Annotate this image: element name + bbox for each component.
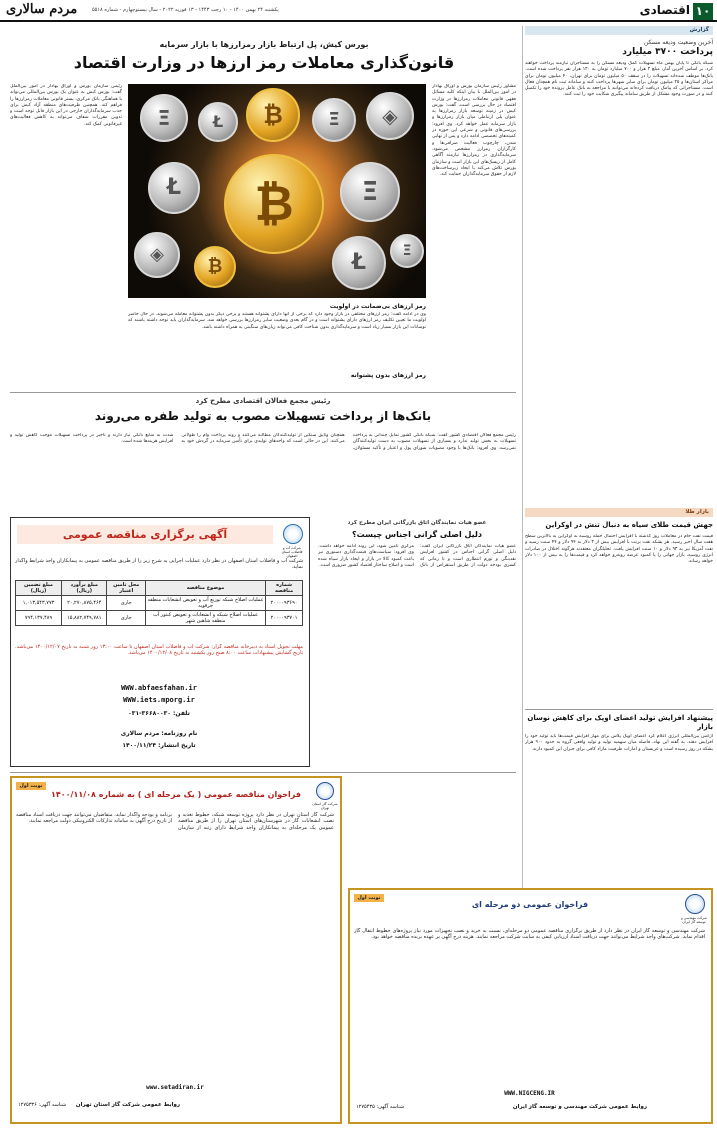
- tender-table: [15, 580, 303, 626]
- nigc-footer: روابط عمومی شرکت مهندسی و توسعه گاز ایران: [512, 1104, 648, 1110]
- nigceng-website-link[interactable]: WWW.NIGCENG.IR: [504, 1090, 555, 1097]
- column-header: شماره مناقصه: [266, 581, 303, 596]
- column-header: محل تامین اعتبار: [107, 581, 146, 596]
- page-header: [0, 0, 717, 22]
- table-cell: ۲۰۰۰۰۹۳۷۰۱: [266, 611, 303, 626]
- table-header-row: [16, 581, 303, 596]
- water-company-logo: [283, 524, 303, 544]
- tender-ad-terms: مهلت تحویل اسناد به دبیرخانه مناقصه گزار: شرکت آب و فاضلاب استان اصفهان تا ساعت ۱۳:۰۰ روز شنبه به تاریخ ۱۴۰۰/۱۲/۰۷ می‌باشد. تاریخ گشایش پیشنهادات ساعت ۸:۰۰ صبح روز یکشنبه به تاریخ ۱۴۰۰/۱۲/۰۸ می‌باشد.: [15, 644, 303, 657]
- tehran-gas-footer: روابط عمومی شرکت گاز استان تهران: [75, 1102, 181, 1108]
- table-cell: ۲۰,۲۷۰,۸۷۵,۴۶۴: [62, 596, 107, 611]
- tehran-gas-tender-title: فراخوان مناقصه عمومی ( یک مرحله ای ) به شماره ۱۴۰۰/۱۱/۰۸: [51, 790, 301, 799]
- website-link-iets[interactable]: WWW.iets.mporg.ir: [123, 696, 195, 704]
- divider: [10, 772, 516, 773]
- nigc-logo: [685, 894, 705, 914]
- table-row: [16, 611, 303, 626]
- contact-phone: تلفن: ۳۶۶۸۰۰۳۰-۰۳۱: [128, 710, 190, 717]
- issue-date-line: یکشنبه ۲۴ بهمن ۱۴۰۰ - ۱۰ رجب ۱۴۴۳ - ۱۳ فوریه ۲۰۲۲ - سال بیستوچهارم - شماره ۵۵۱۸: [92, 7, 279, 13]
- news1-headline: پرداخت ۳۷۰۰ میلیارد: [622, 47, 713, 57]
- first-publication-badge: نوبت اول: [16, 782, 46, 790]
- water-company-name: شرکت آب و فاضلاب استان اصفهان: [281, 546, 303, 558]
- story2-sub-kicker: عضو هیات نمایندگان اتاق بازرگانی ایران مطرح کرد: [347, 520, 487, 526]
- table-row: [16, 596, 303, 611]
- table-cell: ۲۰۰۰۰۹۳۶۹۰: [266, 596, 303, 611]
- setad-website-link[interactable]: www.setadiran.ir: [146, 1084, 204, 1091]
- news3-headline: پیشنهاد افزایش تولید اعضای اوپک برای کاهش نوسان بازار: [527, 714, 713, 731]
- newspaper-name-line: نام روزنامه: مردم سالاری: [120, 730, 198, 737]
- feature-subhead-1: رمز ارزهای بی‌ضمانت در اولویت: [329, 303, 426, 310]
- news3-body: آژانس بین‌المللی انرژی اعلام کرد اعضای اوپک پلاس برای مهار افزایش قیمت‌ها باید تولید خود را افزایش دهند. به گفته این نهاد، فاصله میان سهمیه تولید و تولید واقعی گروه به حدود ۹۰۰ هزار بشکه در روز رسیده است و عربستان و امارات ظرفیت مازاد کافی برای جبران این کمبود دارند.: [525, 734, 713, 752]
- column-header: مبلغ تضمین (ریال): [16, 581, 62, 596]
- tender-ad-isfahan-water: [10, 517, 310, 767]
- publish-date-line: تاریخ انتشار: ۱۴۰۰/۱۱/۲۴: [122, 742, 196, 749]
- news2-body: قیمت نفت خام در معاملات روز گذشته با افزایش احتمال حمله روسیه به اوکراین به بالاترین سطح هفت سال اخیر رسید. هر بشکه نفت برنت با افزایش بیش از ۳ دلار به ۹۴ دلار و ۴۴ سنت رسید و نفت آمریکا نیز به ۹۳ دلار و ۱۰ سنت افزایش یافت. تحلیلگران معتقدند هرگونه اختلال در صادرات انرژی روسیه، بازار جهانی را با کمبود عرضه روبه‌رو خواهد کرد و قیمت‌ها را به بیش از ۱۰۰ دلار خواهد رساند.: [525, 534, 713, 565]
- nigc-tender-body: شرکت مهندسی و توسعه گاز ایران در نظر دارد از طریق برگزاری مناقصه عمومی دو مرحله‌ای، نسبت به خرید و نصب تجهیزات مورد نیاز پروژه‌های خطوط انتقال گاز اقدام نماید. شرکت‌های واجد شرایط می‌توانند جهت دریافت اسناد ارزیابی کیفی به سایت شرکت مراجعه نمایند. هزینه درج آگهی بر عهده برنده مناقصه خواهد بود.: [354, 928, 705, 941]
- newspaper-logo: مردم سالاری: [6, 2, 78, 17]
- news1-body: شبکه بانکی تا پایان بهمن ماه تسهیلات کمک ودیعه مسکن را به مستاجران نیازمند پرداخت خواهند کرد. بر اساس آخرین آمار، مبلغ ۳ هزار و ۷۰۰ میلیارد تومان به ۱۳۰ هزار نفر پرداخت شده است. بانک‌ها موظف شده‌اند تسهیلات را در سقف ۵۰ میلیون تومان برای تهران، ۴۰ میلیون تومان برای مراکز استان‌ها و ۲۵ میلیون تومان برای سایر شهرها پرداخت کنند و سامانه ثبت نام همچنان فعال است. مستاجرانی که پیامک دریافت کرده‌اند می‌توانند با مراجعه به بانک عامل پرونده خود را تکمیل کنند و در صورت وجود مشکل از طریق سامانه پیگیری شکایت خود را ثبت کنند.: [525, 61, 713, 98]
- tender-ad-title: آگهی برگزاری مناقصه عمومی: [17, 525, 273, 544]
- gas-org-name: شرکت گاز استان تهران: [312, 802, 338, 810]
- table-cell: ۱۵,۸۸۲,۷۴۹,۷۸۱: [62, 611, 107, 626]
- feature-subhead-2: رمز ارزهای بدون پشتوانه: [350, 372, 426, 379]
- story2-sub-body: عضو هیات نمایندگان اتاق بازرگانی ایران گفت: دلیل اصلی گرانی اجناس در کشور افزایش نقدینگی و تورم انتظاری است و تا زمانی که کسری بودجه دولت از طریق استقراض از بانک مرکزی تأمین شود، این روند ادامه خواهد داشت. وی افزود: سیاست‌های قیمت‌گذاری دستوری نیز باعث کمبود کالا در بازار و ایجاد بازار سیاه شده است و اصلاح ساختار اقتصاد کشور ضروری است.: [318, 544, 516, 568]
- table-cell: جاری: [107, 596, 146, 611]
- story2-body: رئیس مجمع فعالان اقتصادی کشور گفت: شبکه بانکی کشور تمایل چندانی به پرداخت تسهیلات به بخش تولید ندارد و بسیاری از تسهیلات مصوب به دست تولیدکنندگان نمی‌رسد. وی افزود: بانک‌ها با وجود مصوبات شورای پول و اعتبار و تأکید مسئولان، همچنان وثایق سنگین از تولیدکنندگان مطالبه می‌کنند و روند پرداخت وام را طولانی می‌کنند. این در حالی است که واحدهای تولیدی برای تأمین سرمایه در گردش خود به شدت به منابع بانکی نیاز دارند و تأخیر در پرداخت تسهیلات موجب کاهش تولید و افزایش هزینه‌ها شده است.: [10, 433, 516, 451]
- divider: [525, 709, 713, 710]
- table-cell: عملیات اصلاح شبکه و انشعابات و تعویض کنتور آب منطقه شاهین شهر: [146, 611, 266, 626]
- column-header: مبلغ برآورد (ریال): [62, 581, 107, 596]
- table-cell: ۱,۰۱۳,۵۴۳,۷۷۳: [16, 596, 62, 611]
- feature-body-left: رئیس سازمان بورس و اوراق بهادار در امور بین‌الملل گفت: بورس کیش به عنوان یک بورس بین‌المللی می‌تواند با هماهنگی بانک مرکزی، بستر قانونی معاملات رمزارزها را فراهم کند. همچنین ظرفیت‌های منطقه آزاد کیش برای جذب سرمایه‌گذاران خارجی در این بازار قابل توجه است و تدوین مقررات شفاف می‌تواند به کاهش فعالیت‌های غیرقانونی کمک کند.: [10, 84, 122, 127]
- crypto-coins-photo: Ξ Ł ₿ Ξ ◈ Ł ₿ Ξ ◈ ₿ Ł Ξ: [128, 84, 426, 298]
- gold-market-label: بازار طلا: [525, 508, 713, 517]
- ad-id: شناسه آگهی: ۱۲۷۵۳۳۶: [18, 1102, 67, 1108]
- website-link-abfa[interactable]: WWW.abfaesfahan.ir: [121, 684, 197, 692]
- column-divider: [522, 26, 523, 888]
- nigc-org-name: شرکت مهندسی و توسعه گاز ایران: [680, 916, 708, 924]
- page-number: ۱۰: [693, 3, 713, 20]
- tender-ad-intro: شرکت آب و فاضلاب استان اصفهان در نظر دارد عملیات اجرایی به شرح زیر را از طریق مناقصه عمومی به پیمانکاران واجد شرایط واگذار نماید.: [15, 558, 303, 571]
- first-publication-badge: نوبت اول: [354, 894, 384, 902]
- section-title: اقتصادی: [639, 3, 690, 17]
- feature-body-right: مشاور رئیس سازمان بورس و اوراق بهادار در امور بین‌الملل با بیان اینکه کلیه مسائل فقهی قانونی معاملات رمزارزها در وزارت اقتصاد در حال بررسی است، گفت: بورس کیش در زمینه توسعه بازار رمزارزها به عنوان پلی ارتباطی میان بازار رمزارزها و بازار سرمایه عمل خواهد کرد. وی افزود: بررسی‌های قانونی و شرعی این حوزه در کمیته‌های تخصصی ادامه دارد و پس از نهایی شدن، چارچوب فعالیت صرافی‌ها و کارگزاران رمزارز مشخص می‌شود. سرمایه‌گذاری در رمزارزها نیازمند آگاهی کامل از ریسک‌های این بازار است و سازمان بورس تلاش می‌کند با ایجاد زیرساخت‌های لازم از حقوق سرمایه‌گذاران حمایت کند.: [432, 84, 516, 178]
- story2-kicker: رئیس مجمع فعالان اقتصادی مطرح کرد: [195, 397, 331, 405]
- news2-headline: جهش قیمت طلای سیاه به دنبال تنش در اوکراین: [545, 521, 713, 529]
- feature-headline: قانون‌گذاری معاملات رمز ارزها در وزارت اقتصاد: [73, 53, 455, 72]
- tehran-gas-tender-body: شرکت گاز استان تهران در نظر دارد پروژه توسعه شبکه، خطوط تغذیه و نصب انشعابات گاز در شهرستان‌های استان تهران را از طریق مناقصه عمومی یک مرحله‌ای به پیمانکاران واجد شرایط دارای رتبه از سازمان برنامه و بودجه واگذار نماید. متقاضیان می‌توانند جهت دریافت اسناد مناقصه از تاریخ درج آگهی به سامانه تدارکات الکترونیکی دولت مراجعه نمایند.: [16, 812, 334, 831]
- tender-ad-tehran-gas: [10, 776, 342, 1124]
- tender-ad-nigceng: [348, 888, 713, 1124]
- gas-company-logo: [316, 782, 334, 800]
- feature-kicker: بورس کیش، پل ارتباط بازار رمزارزها با بازار سرمایه: [159, 40, 369, 49]
- table-cell: جاری: [107, 611, 146, 626]
- news1-kicker: آخرین وضعیت ودیعه مسکن: [643, 39, 713, 46]
- column-header: موضوع مناقصه: [146, 581, 266, 596]
- story2-headline: بانک‌ها از پرداخت تسهیلات مصوب به تولید طفره می‌روند: [94, 409, 432, 423]
- nigc-tender-title: فراخوان عمومی دو مرحله ای: [471, 900, 589, 909]
- story2-sub-headline: دلیل اصلی گرانی اجناس چیست؟: [351, 530, 483, 539]
- table-cell: عملیات اصلاح شبکه توزیع آب و تعویض انشعابات منطقه جرقویه: [147, 597, 264, 609]
- side-column: [525, 26, 713, 888]
- table-cell: ۷۹۴,۱۳۷,۴۸۹: [16, 611, 62, 626]
- ad-id: شناسه آگهی: ۱۲۷۵۴۳۵: [356, 1104, 405, 1110]
- divider: [10, 392, 516, 393]
- feature-body-bottom: وی در ادامه گفت: رمز ارزهای مختلفی در بازار وجود دارد که برخی از آنها دارای پشتوانه هستند و برخی دیگر بدون پشتوانه معامله می‌شوند. در حال حاضر اولویت ما تعیین تکلیف رمز ارزهای دارای پشتوانه است و در گام بعدی وضعیت سایر رمزارزها بررسی خواهد شد. سرمایه‌گذاران باید توجه داشته باشند که نوسانات این بازار بسیار زیاد است و سرمایه‌گذاری بدون شناخت کافی می‌تواند زیان‌های سنگینی به همراه داشته باشد.: [128, 312, 426, 330]
- report-label: گزارش: [525, 26, 713, 35]
